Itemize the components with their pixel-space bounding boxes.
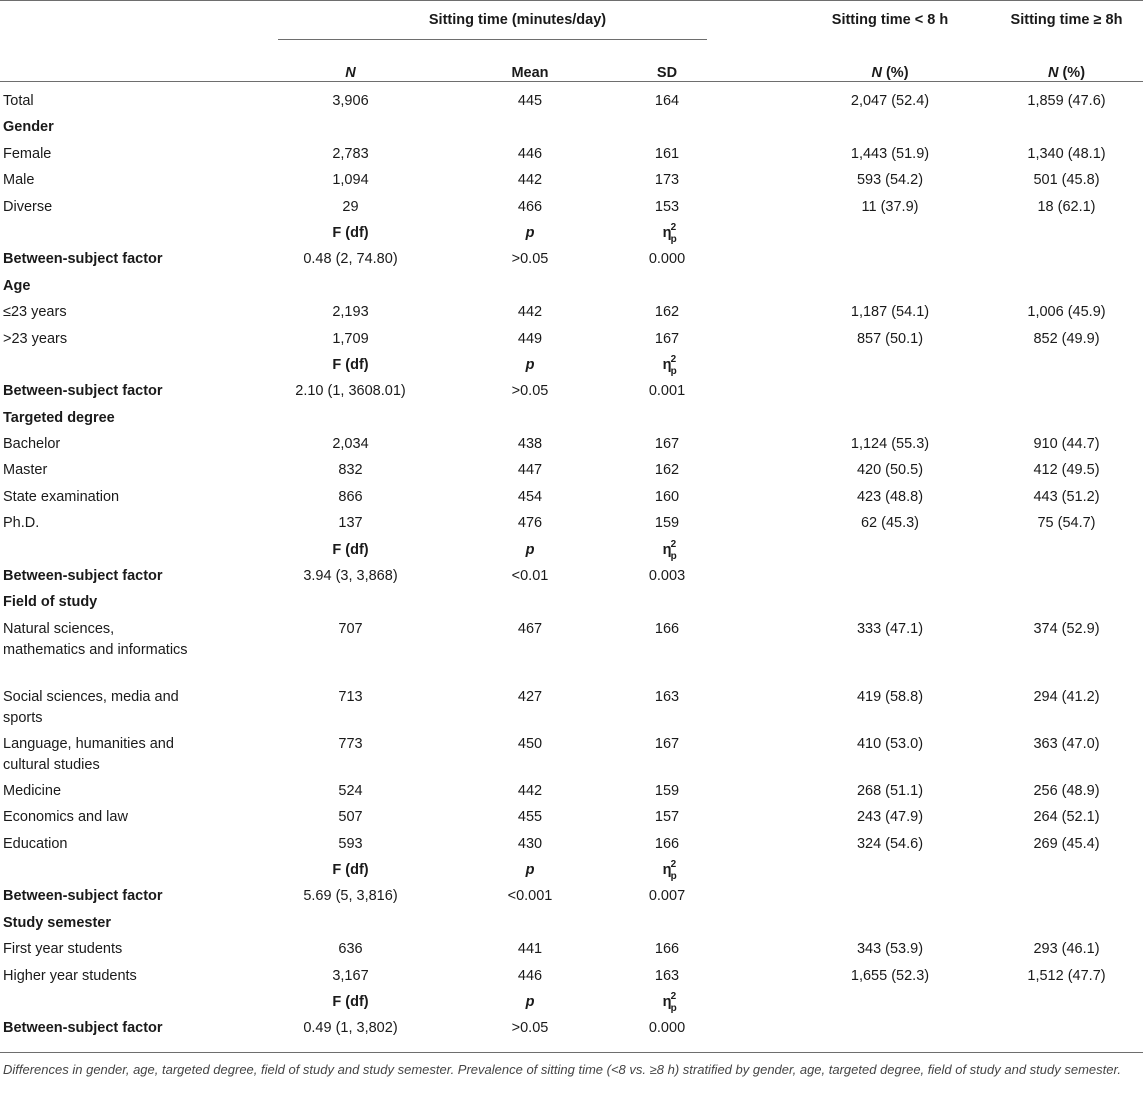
cell-lt8: 1,443 (51.9) (850, 145, 930, 162)
cell-lt8: 343 (53.9) (856, 941, 924, 958)
between-subject-row (0, 381, 1143, 407)
row-label: Master (3, 462, 48, 479)
f-df-value: 3.94 (3, 3,868) (303, 568, 398, 585)
cell-ge8: 910 (44.7) (1033, 436, 1100, 453)
f-df-label: F (df) (332, 356, 369, 373)
row-label: Social sciences, media and sports (3, 688, 179, 727)
cell-mean: 466 (517, 198, 543, 215)
table-row (0, 91, 1143, 117)
cell-ge8: 1,859 (47.6) (1027, 93, 1106, 109)
cell-lt8: 419 (58.8) (856, 688, 924, 705)
row-label: Between-subject factor (3, 568, 163, 585)
cell-ge8: 412 (49.5) (1033, 462, 1100, 479)
cell-sd: 166 (654, 835, 680, 852)
table-row (0, 329, 1143, 355)
cell-mean: 427 (517, 688, 543, 705)
col-n-pct-lt8: N (%) (871, 65, 909, 81)
f-df-label: F (df) (332, 541, 369, 558)
row-label: Between-subject factor (3, 888, 163, 905)
cell-n: 707 (338, 620, 363, 637)
cell-ge8: 852 (49.9) (1033, 330, 1100, 347)
stat-label-row (0, 540, 1143, 566)
section-heading-row (0, 408, 1143, 434)
row-label: Between-subject factor (3, 383, 163, 400)
cell-mean: 442 (517, 782, 543, 799)
row-label: Language, humanities and cultural studies (3, 735, 174, 774)
cell-ge8: 363 (47.0) (1033, 735, 1100, 752)
cell-sd: 167 (654, 330, 680, 347)
cell-n: 2,034 (332, 436, 369, 453)
cell-ge8: 75 (54.7) (1037, 515, 1096, 532)
cell-lt8: 593 (54.2) (856, 172, 924, 189)
bottom-rule (0, 1052, 1143, 1053)
p-value: <0.01 (511, 568, 549, 585)
row-label: Natural sciences, mathematics and informatics (3, 620, 188, 659)
cell-mean: 442 (517, 304, 543, 321)
row-label: Female (3, 145, 52, 162)
p-label: p (525, 356, 535, 373)
cell-sd: 162 (654, 304, 680, 321)
eta-value: 0.007 (648, 888, 686, 905)
f-df-value: 5.69 (5, 3,816) (303, 888, 398, 905)
cell-n: 866 (338, 488, 363, 505)
eta-value: 0.000 (648, 251, 686, 268)
between-subject-row (0, 886, 1143, 912)
eta-label: η 2 p (662, 990, 677, 1014)
cell-mean: 467 (517, 620, 543, 637)
table-row (0, 434, 1143, 460)
cell-ge8: 294 (41.2) (1033, 688, 1100, 705)
cell-sd: 163 (654, 688, 680, 705)
table-row (0, 781, 1143, 807)
row-label: Total (3, 93, 34, 109)
cell-ge8: 1,006 (45.9) (1027, 304, 1106, 321)
f-df-label: F (df) (332, 224, 369, 241)
f-df-value: 0.49 (1, 3,802) (303, 1020, 398, 1037)
f-df-value: 2.10 (1, 3608.01) (295, 383, 406, 400)
table-row (0, 807, 1143, 833)
cell-sd: 153 (654, 198, 680, 215)
section-heading: Targeted degree (3, 409, 115, 426)
cell-mean: 449 (517, 330, 543, 347)
table-row (0, 939, 1143, 965)
cell-sd: 166 (654, 620, 680, 637)
cell-lt8: 2,047 (52.4) (850, 93, 930, 109)
p-label: p (525, 224, 535, 241)
cell-sd: 157 (654, 809, 680, 826)
cell-ge8: 374 (52.9) (1033, 620, 1100, 637)
cell-ge8: 264 (52.1) (1033, 809, 1100, 826)
header-ge8: Sitting time ≥ 8h (1010, 12, 1123, 28)
cell-sd: 161 (654, 145, 680, 162)
stat-label-row (0, 992, 1143, 1018)
cell-n: 2,193 (332, 304, 369, 321)
cell-sd: 160 (654, 488, 680, 505)
cell-lt8: 1,187 (54.1) (850, 304, 930, 321)
section-heading-row (0, 117, 1143, 143)
cell-ge8: 293 (46.1) (1033, 941, 1100, 958)
cell-sd: 173 (654, 172, 680, 189)
row-label: >23 years (3, 330, 68, 347)
cell-ge8: 269 (45.4) (1033, 835, 1100, 852)
table-row (0, 487, 1143, 513)
cell-lt8: 423 (48.8) (856, 488, 924, 505)
cell-n: 3,167 (332, 967, 369, 984)
cell-sd: 166 (654, 941, 680, 958)
cell-n: 29 (342, 198, 359, 215)
cell-n: 636 (338, 941, 363, 958)
cell-n: 1,094 (332, 172, 369, 189)
cell-n: 137 (338, 515, 363, 532)
cell-mean: 450 (517, 735, 543, 752)
cell-mean: 430 (517, 835, 543, 852)
row-label: Between-subject factor (3, 1020, 163, 1037)
row-label: Higher year students (3, 967, 137, 984)
eta-value: 0.003 (648, 568, 686, 585)
header-sitting-time: Sitting time (minutes/day) (428, 12, 607, 28)
cell-n: 3,906 (332, 93, 369, 109)
table-row (0, 966, 1143, 992)
between-subject-row (0, 1018, 1143, 1044)
cell-lt8: 62 (45.3) (860, 515, 920, 532)
cell-n: 2,783 (332, 145, 369, 162)
cell-mean: 446 (517, 967, 543, 984)
f-df-value: 0.48 (2, 74.80) (303, 251, 398, 268)
cell-n: 507 (338, 809, 363, 826)
section-heading-row (0, 913, 1143, 939)
cell-lt8: 410 (53.0) (856, 735, 924, 752)
row-label: Economics and law (3, 809, 128, 826)
cell-sd: 167 (654, 735, 680, 752)
eta-label: η 2 p (662, 858, 677, 882)
cell-mean: 438 (517, 436, 543, 453)
cell-lt8: 333 (47.1) (856, 620, 924, 637)
cell-mean: 442 (517, 172, 543, 189)
row-label: Between-subject factor (3, 251, 163, 268)
cell-ge8: 501 (45.8) (1033, 172, 1100, 189)
eta-value: 0.000 (648, 1020, 686, 1037)
stat-label-row (0, 860, 1143, 886)
col-n-pct-ge8: N (%) (1047, 65, 1086, 81)
cell-sd: 159 (654, 515, 680, 532)
table-row (0, 302, 1143, 328)
table-row (0, 460, 1143, 486)
cell-lt8: 1,655 (52.3) (850, 967, 930, 984)
section-heading-row (0, 592, 1143, 618)
eta-label: η 2 p (662, 353, 677, 377)
section-heading: Age (3, 277, 31, 294)
cell-sd: 167 (654, 436, 680, 453)
cell-lt8: 857 (50.1) (856, 330, 924, 347)
cell-ge8: 256 (48.9) (1033, 782, 1100, 799)
f-df-label: F (df) (332, 861, 369, 878)
row-label: ≤23 years (3, 304, 67, 321)
stat-label-row (0, 223, 1143, 249)
table-row (0, 197, 1143, 223)
cell-n: 713 (338, 688, 363, 705)
header-lt8: Sitting time < 8 h (831, 12, 949, 28)
cell-lt8: 1,124 (55.3) (850, 436, 930, 453)
cell-ge8: 18 (62.1) (1037, 198, 1096, 215)
row-label: Medicine (3, 782, 62, 799)
p-label: p (525, 541, 535, 558)
cell-mean: 447 (517, 462, 543, 479)
p-label: p (525, 861, 535, 878)
header-row-groups (0, 0, 1143, 54)
p-value: >0.05 (511, 251, 549, 268)
eta-value: 0.001 (648, 383, 686, 400)
table-row (0, 619, 1143, 687)
eta-label: η 2 p (662, 538, 677, 562)
p-label: p (525, 993, 535, 1010)
cell-mean: 455 (517, 809, 543, 826)
section-heading: Field of study (3, 594, 98, 611)
row-label: Male (3, 172, 35, 189)
results-body (0, 91, 1143, 1045)
row-label: Bachelor (3, 436, 61, 453)
table-footnote: Differences in gender, age, targeted degree, field of study and study semester. Prevalence of sitting time (<8 vs. ≥8 h) stratified by gender, age, targeted degree, field of study and study semester. (3, 1062, 1121, 1077)
p-value: >0.05 (511, 383, 549, 400)
eta-label: η 2 p (662, 221, 677, 245)
cell-lt8: 11 (37.9) (861, 198, 919, 215)
cell-lt8: 324 (54.6) (856, 835, 924, 852)
table-row (0, 834, 1143, 860)
table-row (0, 513, 1143, 539)
section-heading: Gender (3, 119, 54, 136)
cell-n: 593 (338, 835, 363, 852)
cell-lt8: 268 (51.1) (856, 782, 924, 799)
f-df-label: F (df) (332, 993, 369, 1010)
section-heading-row (0, 276, 1143, 302)
cell-mean: 476 (517, 515, 543, 532)
table-row (0, 687, 1143, 734)
between-subject-row (0, 566, 1143, 592)
cell-ge8: 1,512 (47.7) (1027, 967, 1106, 984)
cell-ge8: 1,340 (48.1) (1027, 145, 1106, 162)
table-row (0, 144, 1143, 170)
row-label: Ph.D. (3, 515, 40, 532)
p-value: <0.001 (507, 888, 553, 905)
row-label: Diverse (3, 198, 53, 215)
row-label: First year students (3, 941, 123, 958)
cell-n: 832 (338, 462, 363, 479)
cell-mean: 441 (517, 941, 543, 958)
cell-ge8: 443 (51.2) (1033, 488, 1100, 505)
cell-sd: 163 (654, 967, 680, 984)
cell-mean: 446 (517, 145, 543, 162)
cell-sd: 164 (654, 93, 680, 109)
table-row (0, 734, 1143, 781)
cell-sd: 159 (654, 782, 680, 799)
row-label: Education (3, 835, 68, 852)
cell-lt8: 420 (50.5) (856, 462, 924, 479)
col-sd: SD (656, 65, 678, 81)
p-value: >0.05 (511, 1020, 549, 1037)
cell-lt8: 243 (47.9) (856, 809, 924, 826)
stat-label-row (0, 355, 1143, 381)
cell-n: 1,709 (332, 330, 369, 347)
cell-sd: 162 (654, 462, 680, 479)
cell-mean: 454 (517, 488, 543, 505)
cell-mean: 445 (517, 93, 543, 109)
between-subject-row (0, 249, 1143, 275)
col-mean: Mean (511, 65, 549, 81)
col-n: N (345, 65, 356, 81)
cell-n: 773 (338, 735, 363, 752)
section-heading: Study semester (3, 914, 111, 931)
cell-n: 524 (338, 782, 363, 799)
table-row (0, 170, 1143, 196)
row-label: State examination (3, 488, 120, 505)
